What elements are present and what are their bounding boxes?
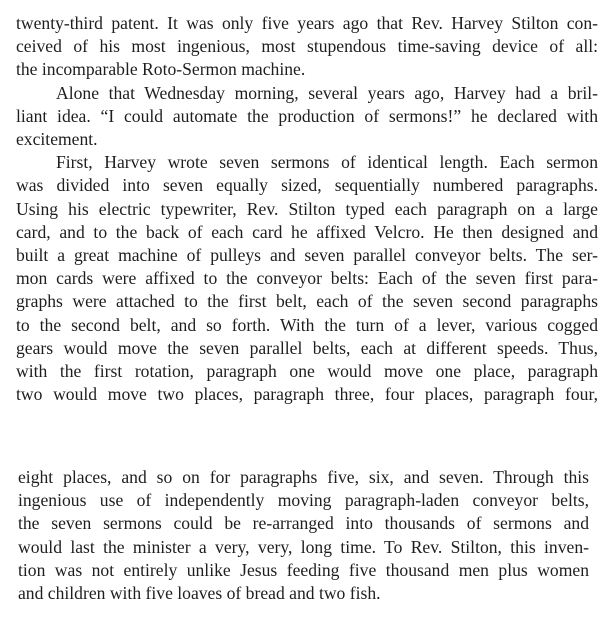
- text-line: tion was not entirely unlike Jesus feeding five thousand men plus women: [18, 559, 589, 580]
- text-line: Using his electric typewriter, Rev. Stilton typed each paragraph on a large: [16, 198, 598, 219]
- text-line: two would move two places, paragraph three, four places, paragraph four,: [16, 384, 598, 405]
- text-line: card, and to the back of each card he affixed Velcro. He then designed and: [16, 221, 598, 242]
- text-line: built a great machine of pulleys and seven parallel conveyor belts. The ser-: [16, 245, 598, 266]
- text-line: liant idea. “I could automate the production of sermons!” he declared with: [16, 105, 598, 126]
- paragraph: [16, 12, 598, 82]
- text-line: mon cards were affixed to the conveyor belts: Each of the seven first para-: [16, 268, 598, 289]
- text-line: First, Harvey wrote seven sermons of identical length. Each sermon: [56, 152, 598, 173]
- text-line: gears would move the seven parallel belts, each at different speeds. Thus,: [16, 337, 598, 358]
- paragraph: [16, 82, 598, 152]
- text-line: to the second belt, and so forth. With the turn of a lever, various cogged: [16, 314, 598, 335]
- text-line: excitement.: [16, 129, 98, 150]
- paragraph: [16, 151, 598, 406]
- text-line: graphs were attached to the first belt, each of the seven second paragraphs: [16, 291, 598, 312]
- text-block-top: [16, 12, 598, 406]
- text-line: eight places, and so on for paragraphs five, six, and seven. Through this: [18, 467, 589, 487]
- text-line: the incomparable Roto-Sermon machine.: [16, 59, 306, 80]
- text-block-bottom: [18, 466, 589, 605]
- text-line: the seven sermons could be re-arranged into thousands of sermons and: [18, 513, 589, 534]
- text-line: and children with five loaves of bread and two fish.: [18, 583, 381, 604]
- text-line: ingenious use of independently moving paragraph-laden conveyor belts,: [18, 490, 589, 511]
- paragraph: [18, 466, 589, 605]
- text-line: Alone that Wednesday morning, several years ago, Harvey had a bril-: [56, 82, 598, 103]
- text-line: was divided into seven equally sized, sequentially numbered paragraphs.: [16, 175, 598, 196]
- text-line: with the first rotation, paragraph one would move one place, paragraph: [16, 361, 598, 382]
- text-line: twenty-third patent. It was only five years ago that Rev. Harvey Stilton con-: [16, 13, 598, 33]
- text-line: ceived of his most ingenious, most stupendous time-saving device of all:: [16, 36, 598, 57]
- text-line: would last the minister a very, very, long time. To Rev. Stilton, this inven-: [18, 536, 589, 557]
